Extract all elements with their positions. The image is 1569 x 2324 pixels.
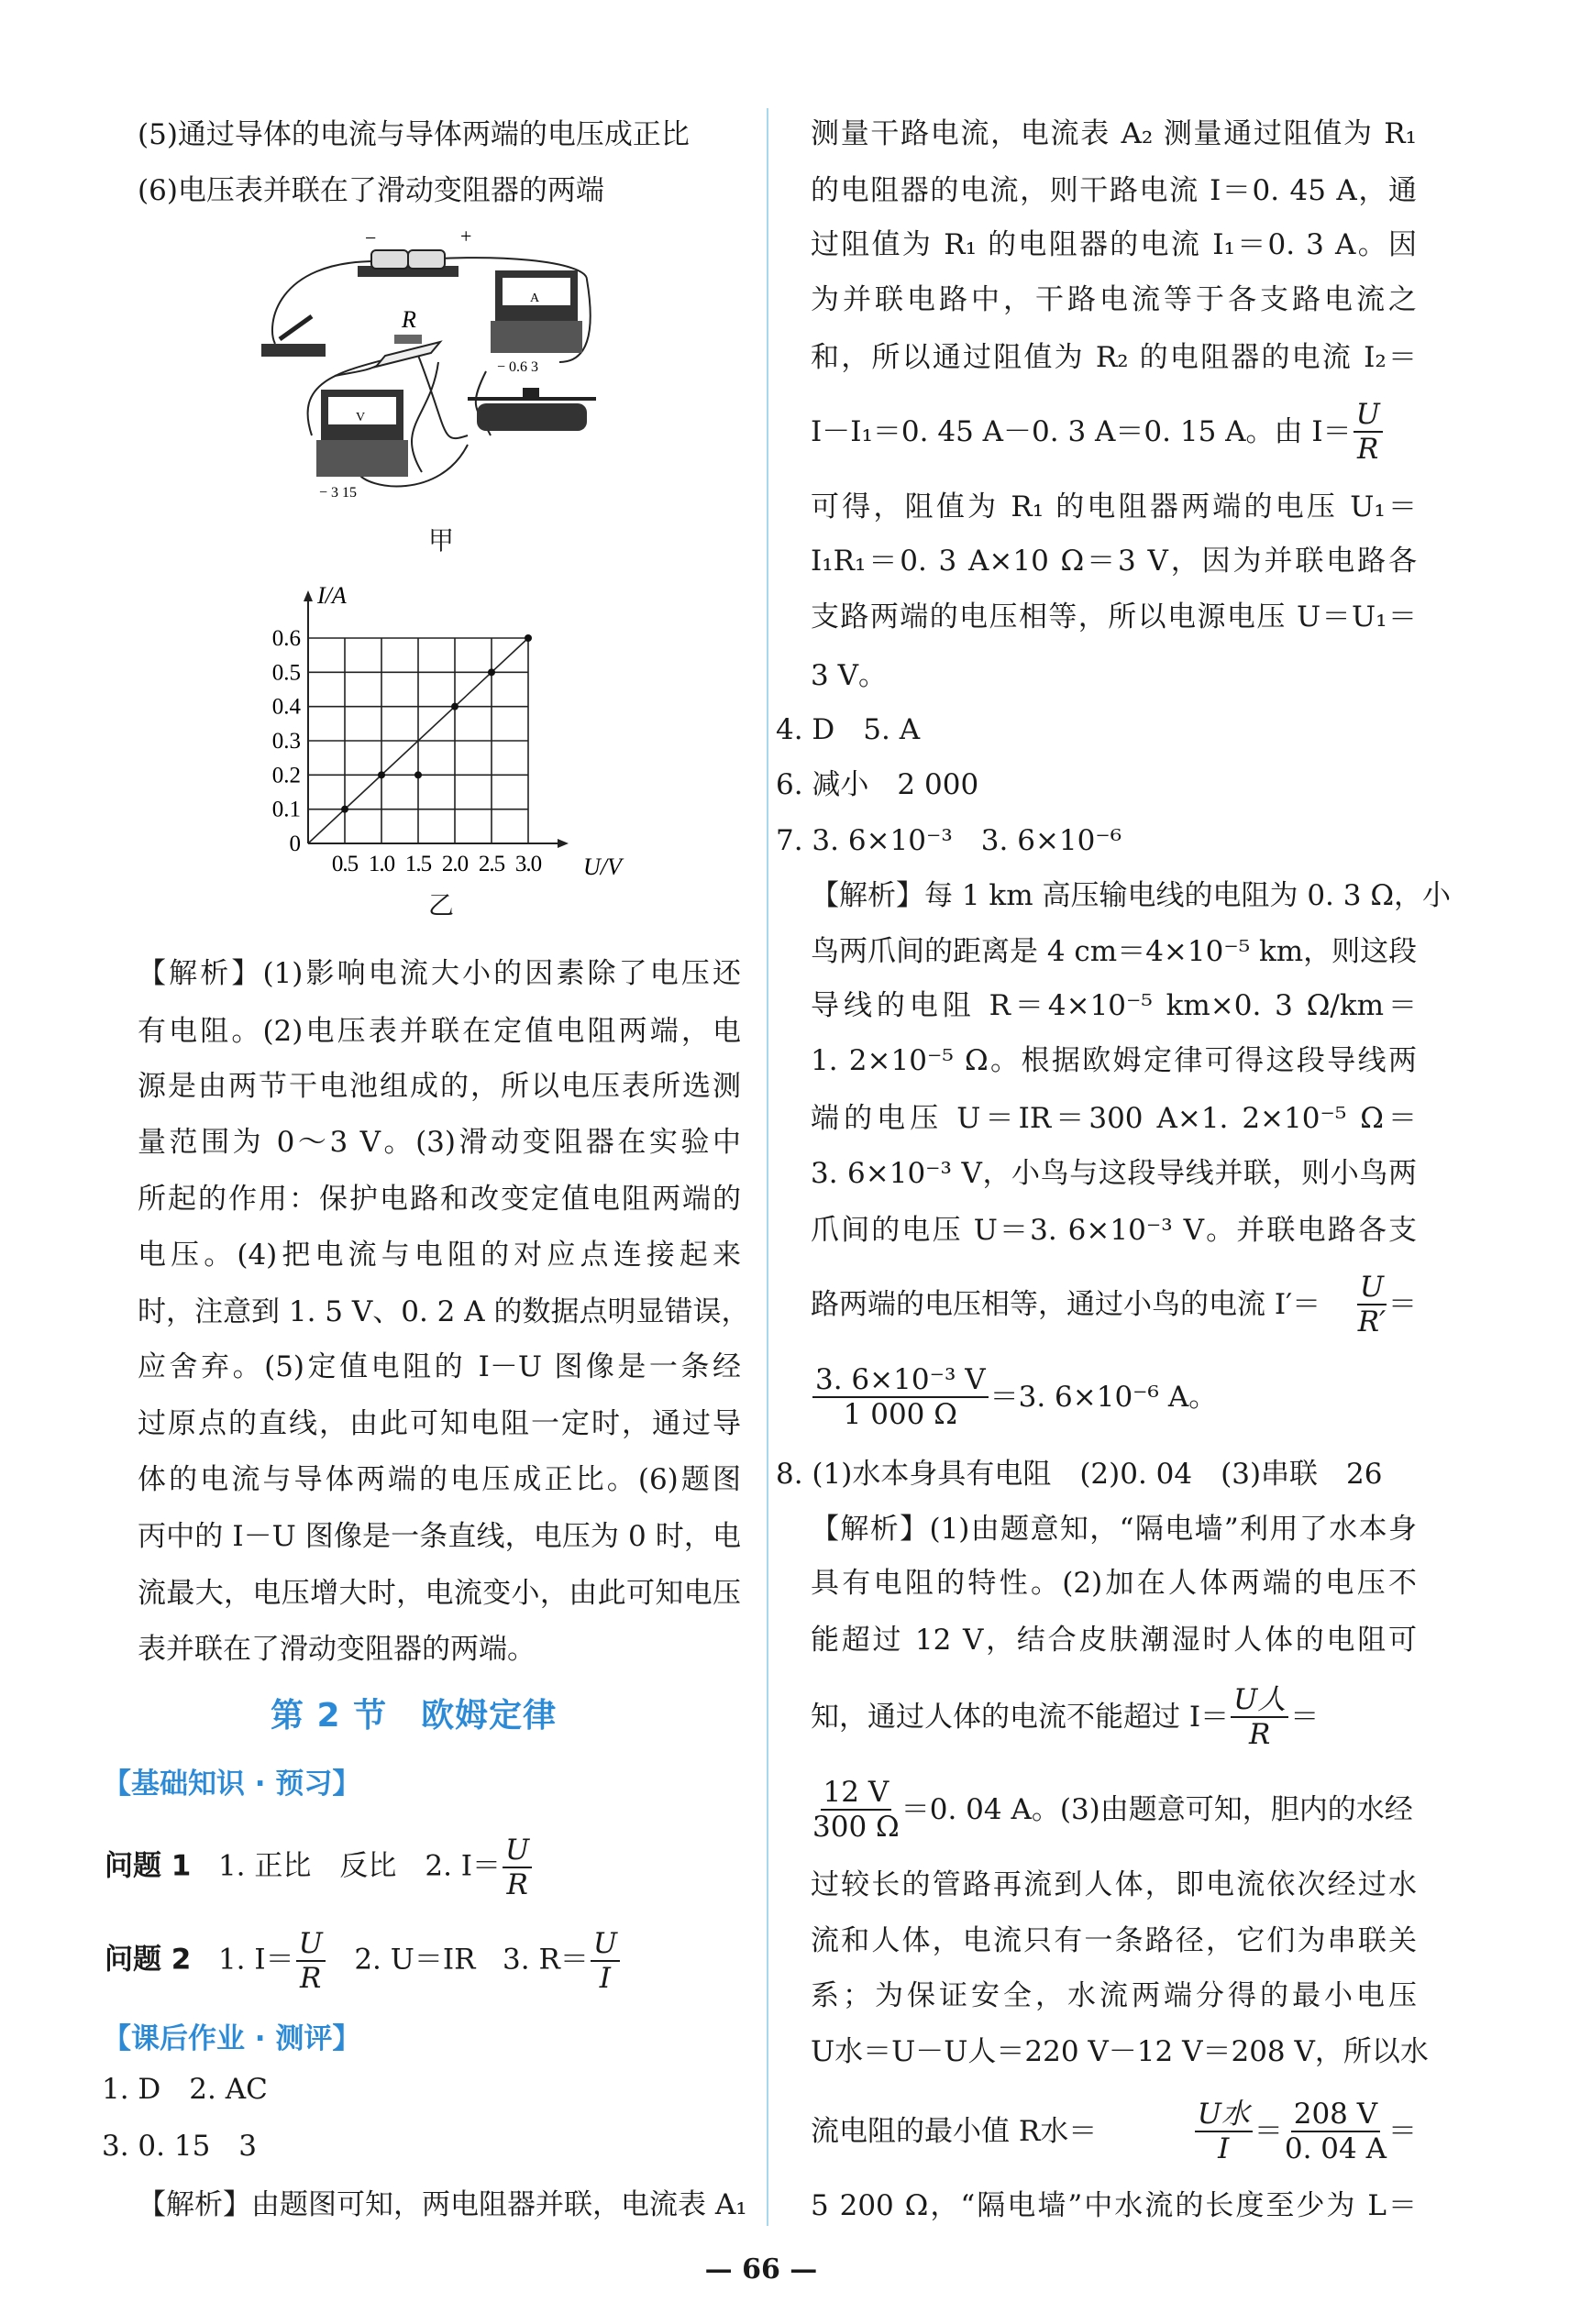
analysis-line: 量范围为 0～3 V。(3)滑动变阻器在实验中	[138, 1126, 741, 1159]
data-point	[488, 668, 495, 676]
denominator: 300 Ω	[812, 1811, 900, 1845]
question-label: 问题 2	[105, 1943, 192, 1977]
text-line	[811, 395, 1417, 468]
page-number: — 66 —	[704, 2253, 818, 2285]
fraction	[1354, 398, 1383, 466]
text-line	[811, 2095, 1417, 2168]
fraction	[503, 1834, 532, 1901]
y-tick-label: 0.4	[271, 694, 301, 720]
x-tick-label: 1.5	[404, 852, 432, 876]
text-line	[811, 1680, 1417, 1754]
battery-cell	[408, 250, 445, 269]
equals-sign: ＝	[1388, 1287, 1417, 1321]
answer-text: 1. 正比 反比 2. I＝	[217, 1849, 502, 1883]
answer-item: 6. 减小 2 000	[776, 768, 979, 802]
denominator: 1 000 Ω	[843, 1398, 957, 1432]
text-line: 为并联电路中，干路电流等于各支路电流之	[811, 283, 1417, 317]
answer-item: 7. 3. 6×10⁻³ 3. 6×10⁻⁶	[776, 823, 1122, 857]
fraction	[812, 1363, 989, 1431]
denominator: R	[1249, 1717, 1271, 1751]
text-line: 能超过 12 V，结合皮肤潮湿时人体的电阻可	[811, 1624, 1417, 1658]
text-line	[811, 1268, 1417, 1341]
analysis-line: 过原点的直线，由此可知电阻一定时，通过导	[138, 1407, 741, 1440]
x-axis-arrow	[558, 839, 569, 848]
denominator: R′	[1357, 1305, 1387, 1338]
x-tick-label: 1.0	[368, 852, 395, 876]
text-line: 流和人体，电流只有一条路径，它们为串联关	[811, 1923, 1417, 1957]
text-line: 测量干路电流，电流表 A₂ 测量通过阻值为 R₁	[811, 116, 1417, 150]
numerator: U水	[1195, 2098, 1253, 2132]
numerator: U	[591, 1927, 620, 1962]
fraction	[296, 1927, 326, 1995]
text-line: 和，所以通过阻值为 R₂ 的电阻器的电流 I₂＝	[811, 340, 1417, 374]
analysis-line: 所起的作用：保护电路和改变定值电阻两端的	[138, 1183, 741, 1216]
denominator: R	[1357, 433, 1379, 467]
answer-text: 3. R＝	[503, 1943, 589, 1977]
resistor-R	[394, 335, 422, 344]
switch	[261, 344, 326, 357]
numerator: U	[1357, 1271, 1387, 1305]
denominator: I	[599, 1962, 612, 1995]
text-line	[811, 1360, 1417, 1434]
y-tick-label: 0.2	[271, 763, 301, 788]
text-line: 的电阻器的电流，则干路电流 I＝0. 45 A，通	[811, 173, 1417, 207]
numerator: U	[1354, 398, 1383, 433]
fraction	[1285, 2098, 1387, 2165]
text-line: 5 200 Ω，“隔电墙”中水流的长度至少为 L＝	[811, 2189, 1417, 2223]
text-line: 【解析】每 1 km 高压输电线的电阻为 0. 3 Ω，小	[811, 879, 1452, 913]
question-2-answer	[105, 1927, 622, 1995]
text-segment: 流电阻的最小值 R水＝	[811, 2114, 1098, 2148]
text-segment: ＝3. 6×10⁻⁶ A。	[989, 1381, 1218, 1415]
data-point	[525, 634, 532, 642]
question-1-answer	[105, 1834, 534, 1901]
x-tick-label: 0.5	[331, 852, 359, 876]
analysis-line: 应舍弃。(5)定值电阻的 I－U 图像是一条经	[138, 1350, 741, 1383]
ammeter-label: A	[530, 292, 540, 305]
analysis-line: 表并联在了滑动变阻器的两端。	[138, 1633, 536, 1666]
fraction	[812, 1776, 900, 1844]
voltmeter-label: V	[356, 411, 366, 424]
denominator: 0. 04 A	[1284, 2131, 1387, 2165]
column-divider	[767, 108, 768, 2226]
data-point	[414, 771, 422, 778]
resistor-base	[376, 342, 440, 367]
numerator: U	[296, 1927, 326, 1962]
data-point	[451, 703, 459, 710]
text-line: 【解析】(1)由题意知，“隔电墙”利用了水本身	[811, 1513, 1417, 1547]
analysis-line: 流最大，电压增大时，电流变小，由此可知电压	[138, 1577, 741, 1610]
numerator: U人	[1231, 1683, 1288, 1718]
fraction	[1231, 1683, 1288, 1751]
y-tick-label: 0.3	[271, 729, 301, 754]
answer-item: 4. D 5. A	[776, 712, 921, 746]
numerator: 208 V	[1291, 2098, 1380, 2132]
answer-3-analysis: 【解析】由题图可知，两电阻器并联，电流表 A₁	[138, 2188, 747, 2221]
analysis-line: 时，注意到 1. 5 V、0. 2 A 的数据点明显错误，	[138, 1295, 750, 1328]
answer-text: 2. U＝IR	[354, 1943, 476, 1977]
text-line: 3 V。	[811, 658, 887, 692]
answer-item-5: (5)通过导体的电流与导体两端的电压成正比	[138, 118, 690, 151]
battery-cell	[371, 250, 408, 269]
x-tick-label: 2.5	[478, 852, 505, 876]
x-axis-label: U/V	[583, 854, 622, 880]
ammeter-scale: − 0.6 3	[497, 359, 539, 375]
y-tick-label: 0.5	[271, 660, 301, 686]
fraction	[1195, 2098, 1253, 2165]
text-line: 可得，阻值为 R₁ 的电阻器两端的电压 U₁＝	[811, 490, 1417, 524]
denominator: R	[506, 1868, 528, 1901]
fraction	[591, 1927, 620, 1995]
figure-caption-jia: 甲	[428, 525, 455, 556]
y-tick-label: 0.6	[271, 626, 301, 651]
question-label: 问题 1	[105, 1849, 192, 1883]
text-line: 端的电压 U＝IR＝300 A×1. 2×10⁻⁵ Ω＝	[811, 1101, 1417, 1135]
analysis-line: 体的电流与导体两端的电压成正比。(6)题图	[138, 1463, 741, 1496]
text-line: 支路两端的电压相等，所以电源电压 U＝U₁＝	[811, 600, 1418, 633]
text-line: I₁R₁＝0. 3 A×10 Ω＝3 V，因为并联电路各	[811, 545, 1417, 578]
fraction	[1357, 1271, 1387, 1338]
text-line: 具有电阻的特性。(2)加在人体两端的电压不	[811, 1567, 1417, 1601]
y-axis-label: I/A	[317, 582, 347, 609]
equals-sign: ＝	[1254, 2114, 1283, 2148]
equals-sign: ＝	[1388, 2114, 1417, 2148]
answer-item-6: (6)电压表并联在了滑动变阻器的两端	[138, 174, 604, 207]
numerator: 12 V	[821, 1776, 892, 1811]
analysis-line: 丙中的 I－U 图像是一条直线，电压为 0 时，电	[138, 1520, 741, 1553]
circuit-diagram	[257, 225, 624, 527]
text-line: 1. 2×10⁻⁵ Ω。根据欧姆定律可得这段导线两	[811, 1044, 1417, 1078]
answer-item: 8. (1)水本身具有电阻 (2)0. 04 (3)串联 26	[776, 1457, 1383, 1491]
positive-label: +	[460, 225, 472, 248]
analysis-line: 电压。(4)把电流与电阻的对应点连接起来	[138, 1239, 741, 1272]
analysis-line: 有电阻。(2)电压表并联在定值电阻两端，电	[138, 1015, 741, 1048]
text-line: 鸟两爪间的距离是 4 cm＝4×10⁻⁵ km，则这段	[811, 934, 1418, 968]
text-line: 过阻值为 R₁ 的电阻器的电流 I₁＝0. 3 A。因	[811, 227, 1417, 261]
text-line: 3. 6×10⁻³ V，小鸟与这段导线并联，则小鸟两	[811, 1157, 1417, 1191]
data-point	[341, 806, 348, 813]
denominator: I	[1218, 2131, 1230, 2165]
data-point	[378, 771, 385, 778]
preview-heading: 【基础知识 · 预习】	[103, 1768, 361, 1801]
denominator: R	[300, 1962, 322, 1995]
y-axis-arrow	[304, 590, 313, 601]
negative-label: −	[365, 226, 377, 249]
text-line: 导线的电阻 R＝4×10⁻⁵ km×0. 3 Ω/km＝	[811, 988, 1417, 1022]
voltmeter-scale: − 3 15	[319, 485, 358, 501]
text-line	[811, 1773, 1417, 1846]
figure-caption-yi: 乙	[428, 890, 455, 920]
x-tick-label: 2.0	[441, 852, 469, 876]
text-segment: I－I₁＝0. 45 A－0. 3 A＝0. 15 A。由 I＝	[811, 415, 1352, 449]
section-title: 第 2 节 欧姆定律	[271, 1697, 558, 1735]
equals-sign: ＝	[1290, 1700, 1320, 1734]
analysis-line: 【解析】(1)影响电流大小的因素除了电压还	[138, 957, 741, 990]
answer-3: 3. 0. 15 3	[102, 2130, 258, 2163]
answers-1-2: 1. D 2. AC	[102, 2073, 268, 2106]
x-tick-label: 3.0	[514, 852, 542, 876]
text-line: U水＝U－U人＝220 V－12 V＝208 V，所以水	[811, 2034, 1429, 2068]
text-line: 系；为保证安全，水流两端分得的最小电压	[811, 1979, 1417, 2013]
homework-heading: 【课后作业 · 测评】	[103, 2022, 361, 2055]
answer-text: 1. I＝	[217, 1943, 294, 1977]
resistor-label: R	[402, 306, 416, 333]
analysis-line: 源是由两节干电池组成的，所以电压表所选测	[138, 1070, 741, 1103]
y-tick-label: 0	[289, 832, 301, 856]
y-tick-label: 0.1	[271, 797, 301, 822]
text-segment: 路两端的电压相等，通过小鸟的电流 I′＝	[811, 1287, 1321, 1321]
text-segment: 知，通过人体的电流不能超过 I＝	[811, 1700, 1230, 1734]
text-line: 过较长的管路再流到人体，即电流依次经过水	[811, 1868, 1417, 1902]
numerator: 3. 6×10⁻³ V	[812, 1363, 989, 1398]
numerator: U	[503, 1834, 532, 1868]
text-line: 爪间的电压 U＝3. 6×10⁻³ V。并联电路各支	[811, 1214, 1417, 1248]
i-u-chart	[248, 578, 633, 889]
rheostat	[477, 403, 587, 431]
text-segment: ＝0. 04 A。(3)由题意可知，胆内的水经	[901, 1793, 1413, 1827]
